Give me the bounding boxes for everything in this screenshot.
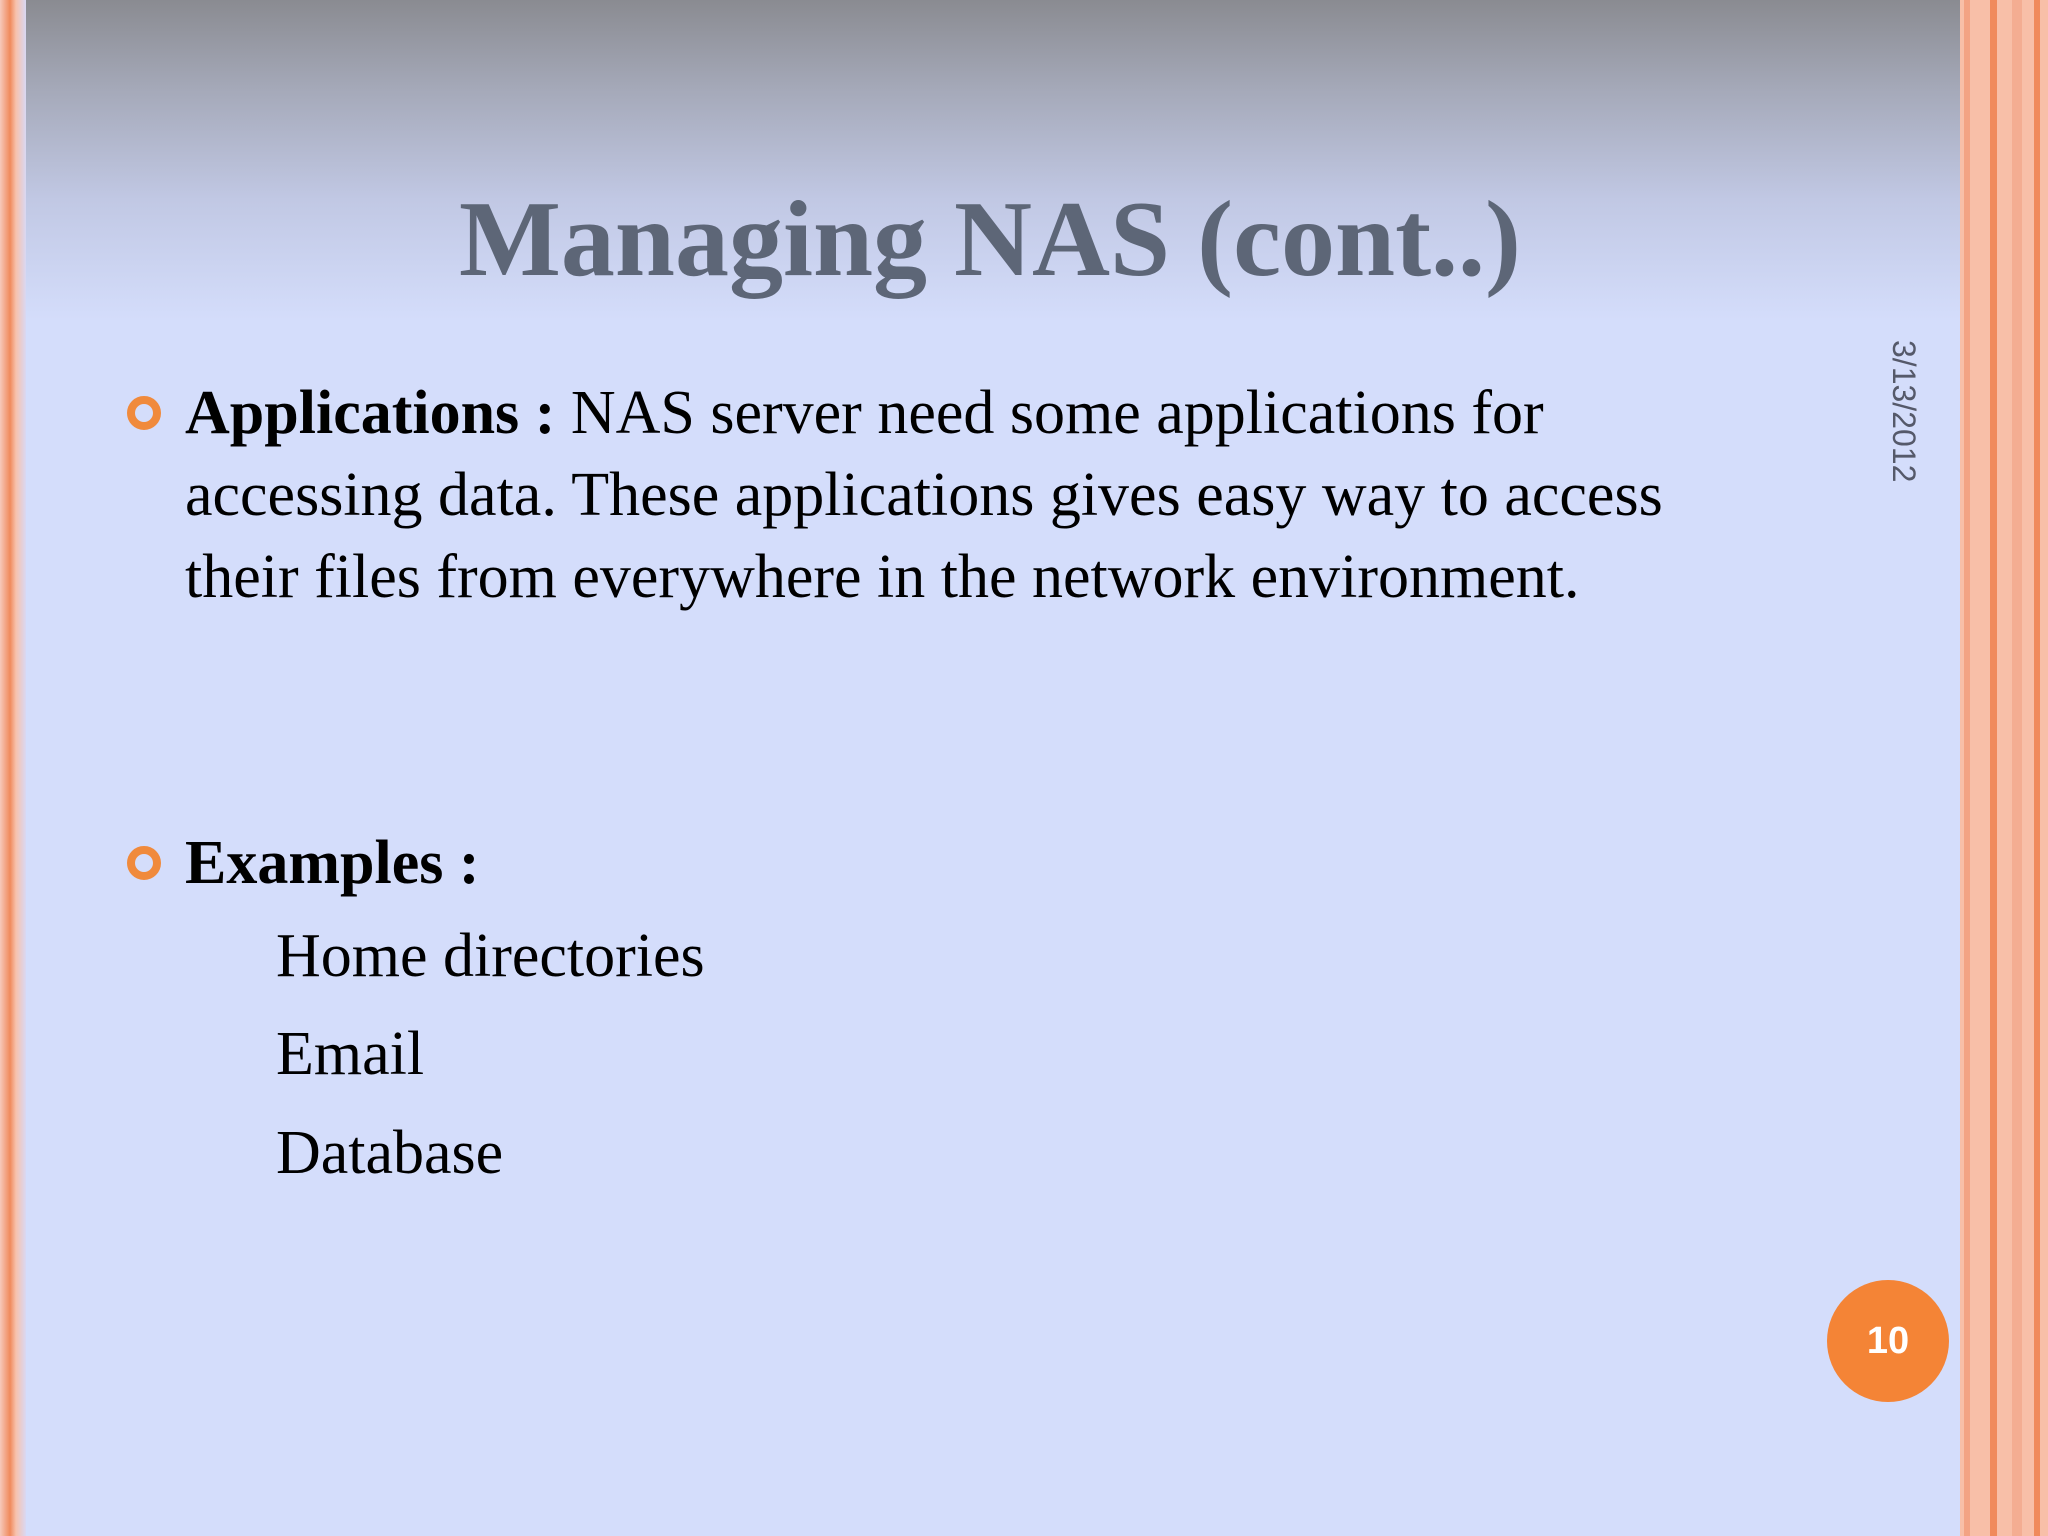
border-stripe [1990,0,1997,1536]
slide-title: Managing NAS (cont..) [458,180,1522,299]
page-number-badge: 10 [1827,1280,1949,1402]
example-item-home-directories: Home directories [276,922,705,990]
bullet-text: NAS server need some applications for accessing data. These applications gives easy way to access their files from everywhere in the network environment. [185,379,1663,611]
bullet-examples [185,822,1745,904]
slide-date: 3/13/2012 [1886,340,1922,483]
bullet-circle-icon [127,846,161,880]
bullet-applications [185,372,1745,618]
bullet-label: Applications : [185,379,556,447]
border-stripe [2034,0,2040,1536]
border-stripe [1964,0,1970,1536]
example-item-database: Database [276,1119,504,1187]
bullet-label: Examples : [185,829,480,897]
left-decorative-border [0,0,26,1536]
right-decorative-border [1960,0,2048,1536]
example-item-email: Email [276,1020,425,1088]
border-stripe [2012,0,2022,1536]
bullet-circle-icon [127,396,161,430]
